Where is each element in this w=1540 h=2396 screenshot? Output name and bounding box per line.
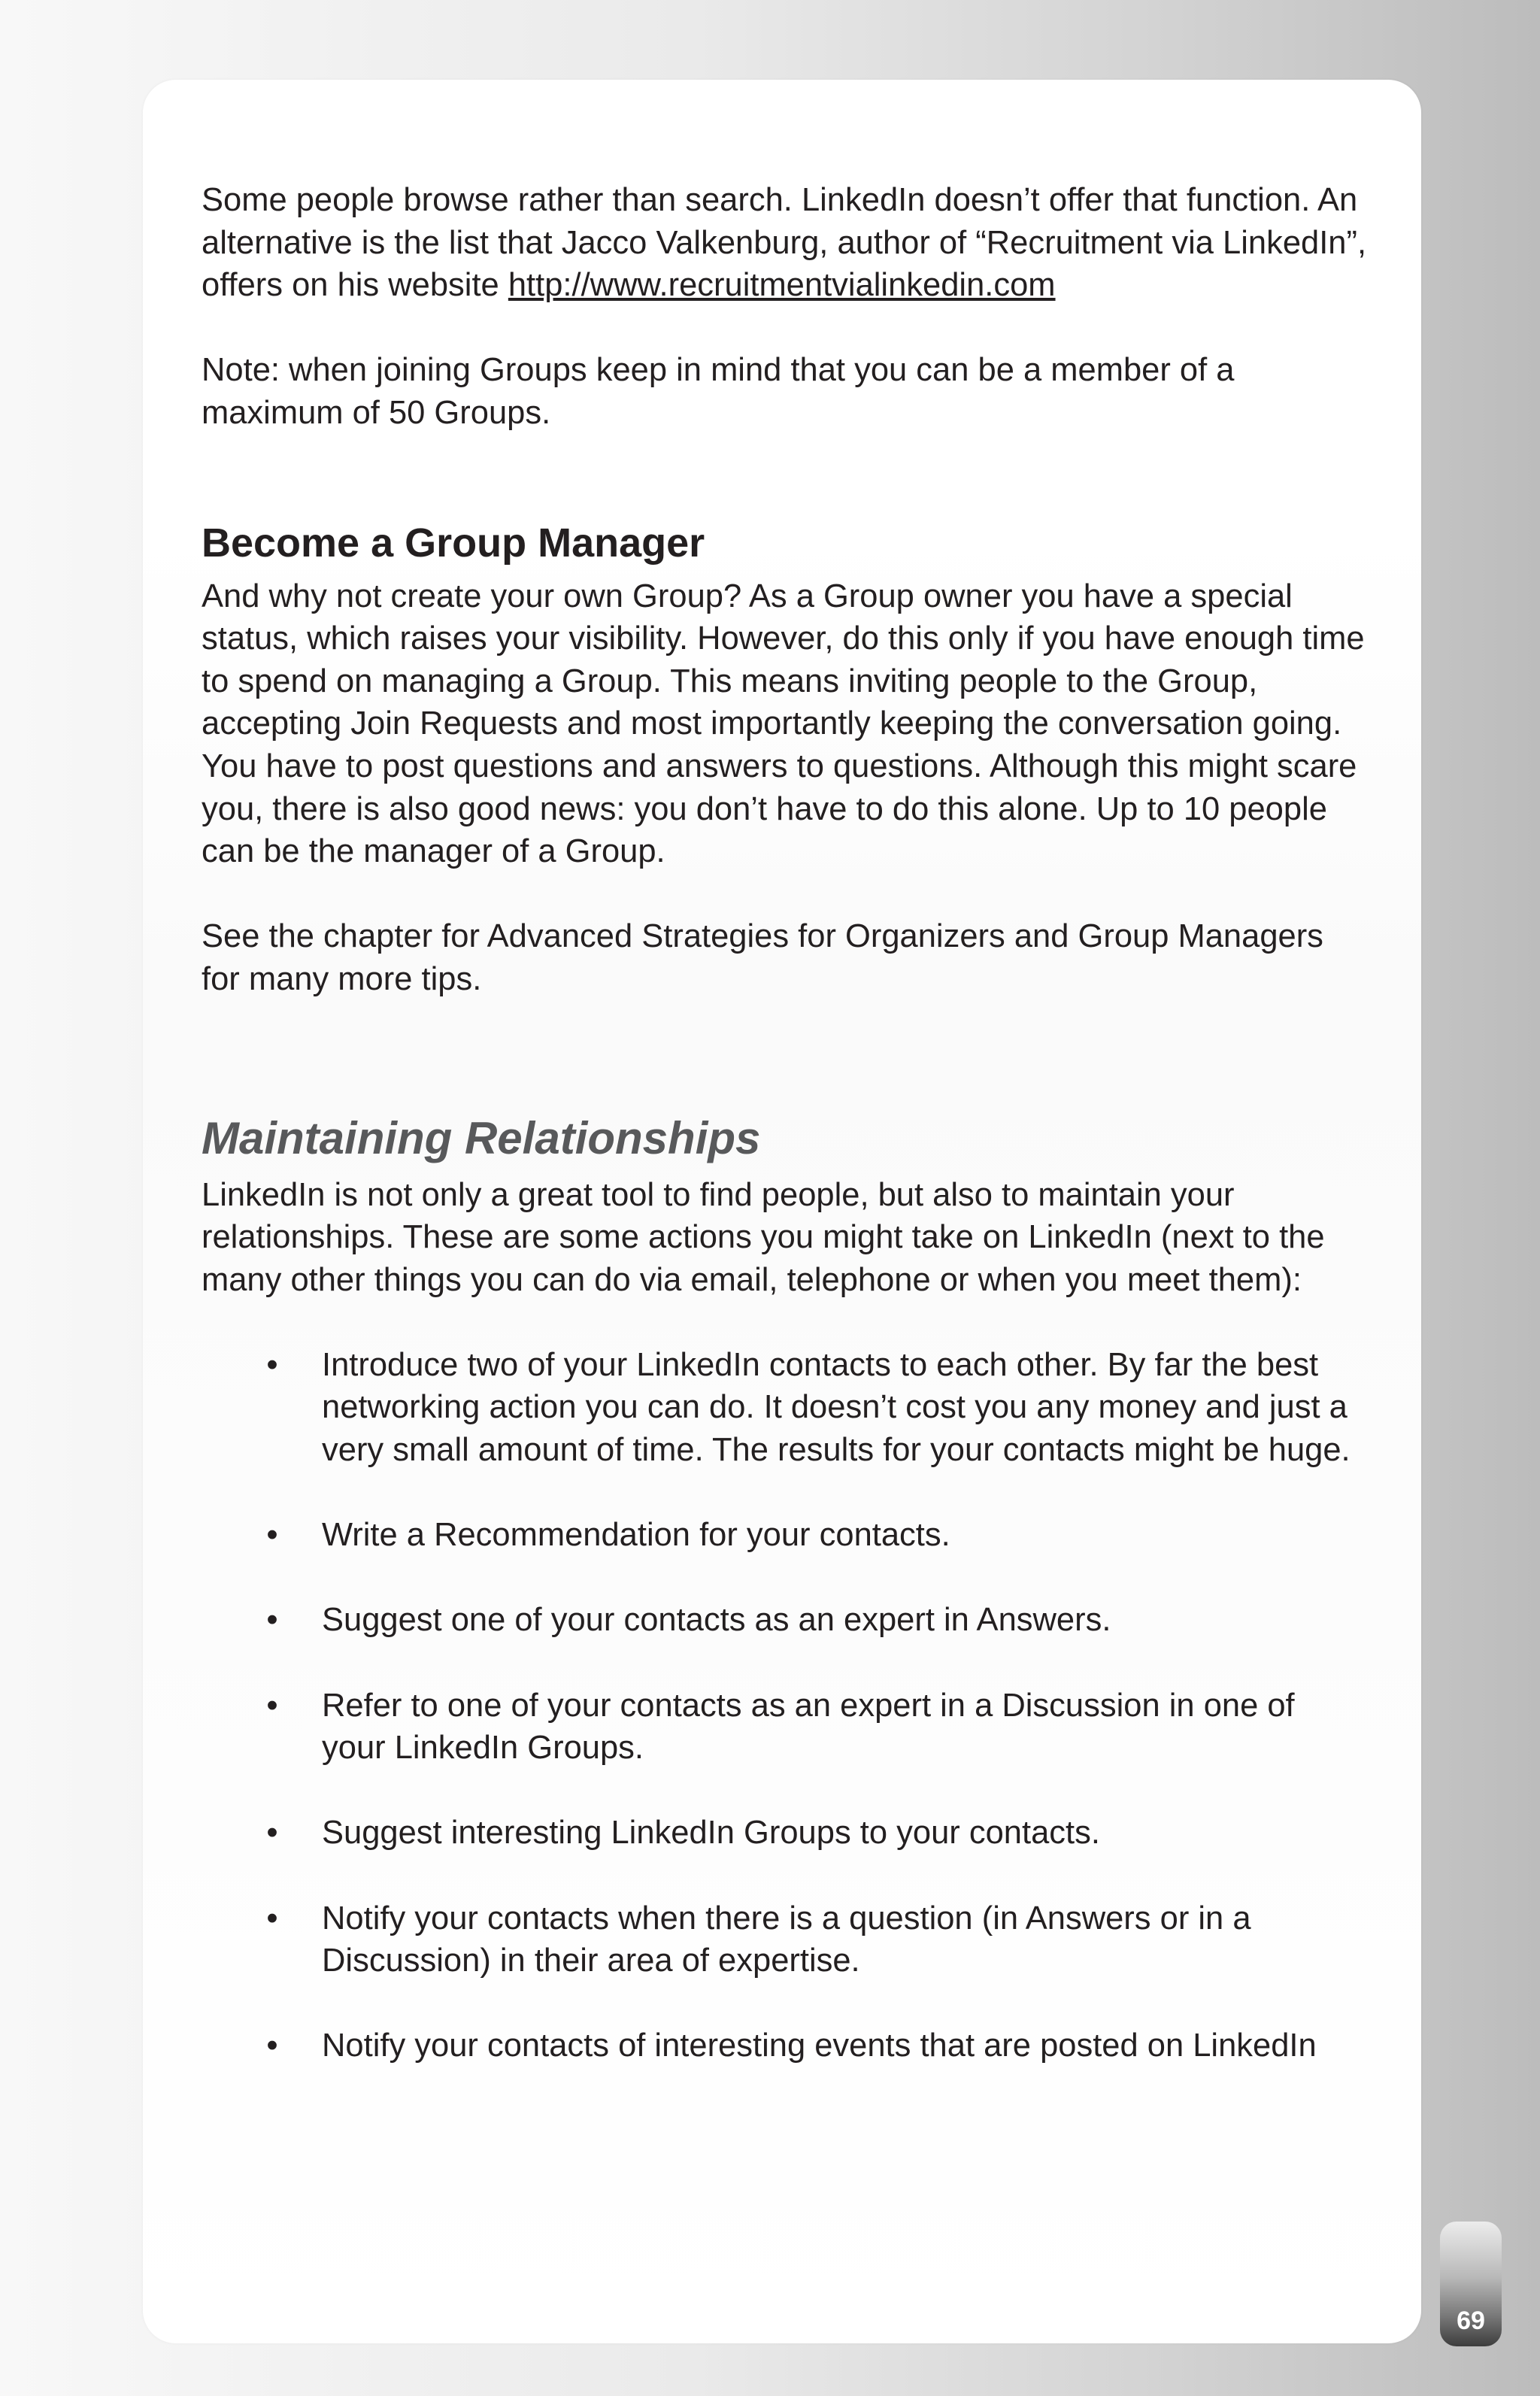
bullet-icon: • (266, 1517, 278, 1554)
groups-limit-note: Note: when joining Groups keep in mind that you can be a member of a maximum of 50 Groups. (202, 352, 1235, 431)
relationship-actions-list (202, 1344, 1367, 2067)
advanced-strategies-paragraph: See the chapter for Advanced Strategies for Organizers and Group Managers for many more tips. (202, 918, 1323, 997)
bullet-icon: • (266, 1815, 278, 1852)
maintaining-relationships-heading: Maintaining Relationships (202, 1112, 761, 1163)
bullet-icon: • (266, 2028, 278, 2064)
list-item-text: Notify your contacts of interesting events that are posted on LinkedIn (322, 2028, 1317, 2064)
bullet-icon: • (266, 1900, 278, 1937)
bullet-icon: • (266, 1687, 278, 1724)
list-item (202, 1897, 1367, 1982)
bullet-icon: • (266, 1346, 278, 1383)
list-item-text: Refer to one of your contacts as an expert in a Discussion in one of your LinkedIn Groups. (322, 1687, 1295, 1767)
browse-paragraph-text: Some people browse rather than search. LinkedIn doesn’t offer that function. An alternative is the list that Jacco Valkenburg, author of “Recruitment via LinkedIn”, offers on his website (202, 182, 1367, 304)
page-number: 69 (1457, 2307, 1485, 2335)
list-item-text: Notify your contacts when there is a question (in Answers or in a Discussion) in their area of expertise. (322, 1900, 1251, 1979)
list-item-text: Write a Recommendation for your contacts. (322, 1517, 950, 1554)
list-item (202, 1812, 1367, 1855)
list-item-text: Introduce two of your LinkedIn contacts to each other. By far the best networking action you can do. It doesn’t cost you any money and just a very small amount of time. The results for your contacts might be huge. (322, 1346, 1351, 1469)
bullet-icon: • (266, 1602, 278, 1639)
list-item (202, 1685, 1367, 1770)
recruitment-website-link[interactable]: http://www.recruitmentvialinkedin.com (508, 267, 1056, 304)
group-manager-heading: Become a Group Manager (202, 520, 705, 566)
page-number-tab (1440, 2222, 1502, 2346)
list-item-text: Suggest one of your contacts as an expert in Answers. (322, 1602, 1111, 1639)
list-item (202, 2024, 1367, 2067)
browse-paragraph (202, 179, 1367, 307)
group-manager-paragraph: And why not create your own Group? As a Group owner you have a special status, which raises your visibility. However, do this only if you have enough time to spend on managing a Group. This means inviting people to the Group, accepting Join Requests and most importantly keeping the conversation going. You have to post questions and answers to questions. Although this might scare you, there is also good news: you don’t have to do this alone. Up to 10 people can be the manager of a Group. (202, 578, 1365, 870)
list-item-text: Suggest interesting LinkedIn Groups to your contacts. (322, 1815, 1100, 1852)
list-item (202, 1599, 1367, 1642)
list-item (202, 1344, 1367, 1472)
relationships-intro: LinkedIn is not only a great tool to find people, but also to maintain your relationships. These are some actions you might take on LinkedIn (next to the many other things you can do via email, telephone or when you meet them): (202, 1176, 1325, 1298)
list-item (202, 1514, 1367, 1557)
page-content (202, 179, 1367, 2110)
